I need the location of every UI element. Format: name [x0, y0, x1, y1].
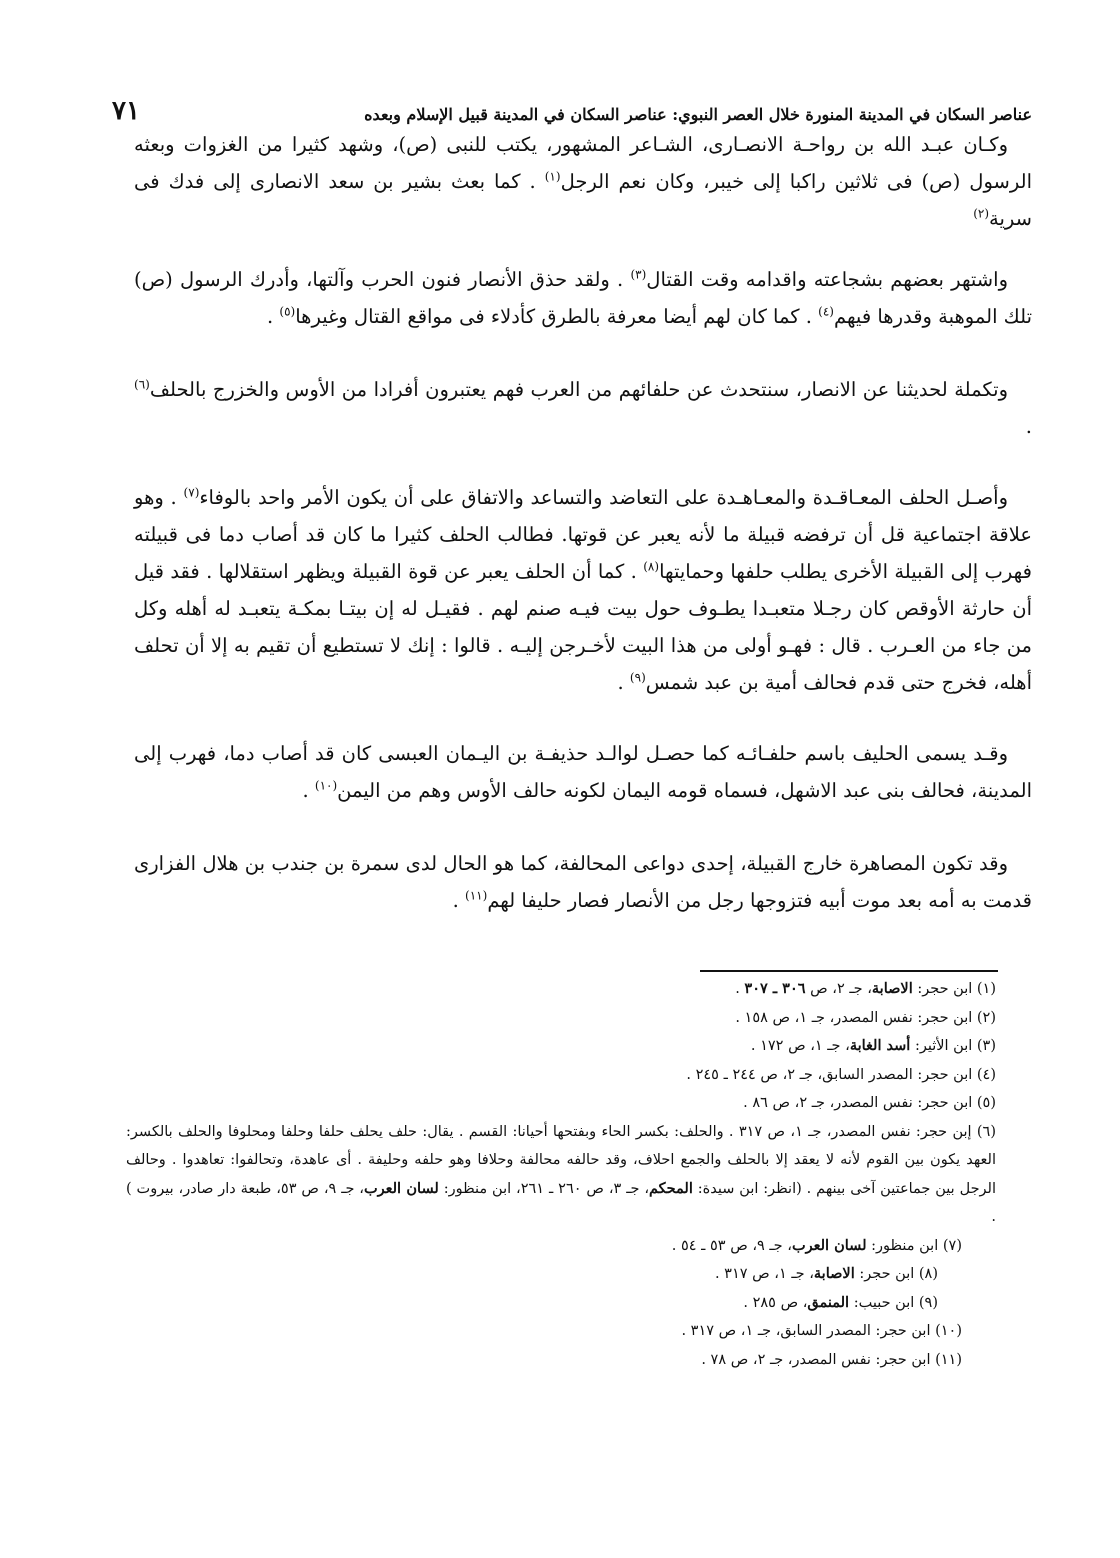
body-paragraph	[134, 371, 1032, 445]
footnote-item	[126, 1317, 996, 1346]
footnote-reference: (٤)	[818, 304, 834, 319]
text-run: .	[266, 305, 280, 328]
text-run: (٢) ابن حجر: نفس المصدر، جـ ١، ص ١٥٨ .	[735, 1009, 996, 1026]
footnote-item	[126, 1346, 996, 1375]
text-run: وقد تكون المصاهرة خارج القبيلة، إحدى دواعى المحالفة، كما هو الحال لدى سمرة بن جندب بن هلال الفزارى قدمت به أمه بعد موت أبيه فتزوجها رجل من الأنصار فصار حليفا لهم	[134, 852, 1032, 912]
page-number: ٧١	[112, 96, 140, 126]
footnote-reference: (٩)	[629, 670, 646, 685]
footnote-item	[126, 1089, 996, 1118]
text-run: واشتهر بعضهم بشجاعته واقدامه وقت القتال	[646, 268, 1008, 291]
source-title: المحكم	[649, 1179, 693, 1197]
text-run: .	[617, 671, 630, 694]
text-run: (١١) ابن حجر: نفس المصدر، جـ ٢، ص ٧٨ .	[701, 1351, 962, 1368]
text-run: ، جـ ١، ص ٣١٧ .	[714, 1266, 814, 1282]
footnote-item	[126, 1004, 996, 1033]
text-run: .	[302, 779, 315, 802]
footnote-reference: (٣)	[630, 267, 647, 282]
text-run: ، جـ ٣، ص ٢٦٠ ـ ٢٦١، ابن منظور:	[438, 1180, 650, 1197]
body-text	[134, 126, 1032, 919]
text-run: وكـان عبـد الله بن رواحـة الانصـارى، الشـاعر المشهور، يكتب للنبى (ص)، وشهد كثيرا من الغزوات وبعثه الرسول (ص) فى ثلاثين راكبا إلى خيبر، وكان نعم الرجل	[134, 133, 1033, 193]
source-title: ٣٠٦ ـ ٣٠٧	[744, 980, 806, 997]
text-run: .	[452, 889, 466, 912]
source-title: لسان العرب	[363, 1179, 439, 1197]
text-run: ، جـ ١، ص ١٧٢ .	[750, 1038, 850, 1054]
text-run: . كما كان لهم أيضا معرفة بالطرق كأدلاء فى مواقع القتال وغيرها	[295, 305, 819, 328]
body-paragraph	[134, 845, 1032, 919]
text-run: . وهو علاقة اجتماعية قل أن ترفضه قبيلة ما لأنه يعبر عن قوتها. فطالب الحلف كثيرا ما كان قد أصاب دما فى قبيلته فهرب إلى القبيلة الأخرى يطلب حلفها وحمايتها	[134, 486, 1032, 583]
footnote-divider	[700, 970, 998, 972]
text-run: (٦) إبن حجر: نفس المصدر، جـ ١، ص ٣١٧ . والحلف: بكسر الحاء وبفتحها أحيانا: القسم . يقال: حلف يحلف حلفا وحلفا ومحلوفا والحلف بالكسر: العهد يكون بين القوم لأنه لا يعقد إلا بالحلف والجمع احلاف، وقد حالفه محالفة وحلافا وهو حلفه وحليفة . أى عاهدة، وتحالفوا: تعاهدوا . وحالف الرجل بين جماعتين آخى بينهم . (انظر: ابن سيدة:	[126, 1123, 997, 1197]
footnote-item	[126, 1032, 996, 1061]
body-paragraph	[134, 126, 1032, 237]
text-run: ، جـ ٢، ص	[805, 981, 872, 997]
body-paragraph	[134, 261, 1032, 335]
source-title: الاصابة	[871, 980, 913, 997]
text-run: (٥) ابن حجر: نفس المصدر، جـ ٢، ص ٨٦ .	[743, 1095, 996, 1111]
text-run: وقـد يسمى الحليف باسم حلفـائـه كما حصـل لوالـد حذيفـة بن اليـمان العبسى كان قد أصاب دما، فهرب إلى المدينة، فحالف بنى عبد الاشهل، فسماه قومه اليمان لكونه حالف الأوس وهم من اليمن	[134, 742, 1032, 802]
source-title: لسان العرب	[791, 1236, 867, 1254]
footnote-reference: (٦)	[134, 377, 150, 392]
text-run: . ولقد حذق الأنصار فنون الحرب وآلتها، وأدرك الرسول (ص) تلك الموهبة وقدرها فيهم	[134, 268, 1032, 328]
footnote-item	[126, 975, 996, 1004]
text-run: ، جـ ٩، ص ٥٣ ـ ٥٤ .	[671, 1237, 792, 1254]
footnote-reference: (١٠)	[314, 778, 338, 793]
footnote-reference: (٢)	[973, 206, 990, 221]
text-run: .	[735, 981, 745, 997]
footnote-item	[126, 1260, 996, 1289]
source-title: أسد الغابة	[849, 1037, 911, 1054]
text-run: وتكملة لحديثنا عن الانصار، سنتحدث عن حلفائهم من العرب فهم يعتبرون أفرادا من الأوس والخزرج بالحلف	[149, 378, 1008, 401]
text-run: . كما بعث بشير بن سعد الانصارى إلى فدك فى سرية	[134, 170, 1032, 230]
footnote-item	[126, 1232, 996, 1261]
footnote-item	[126, 1118, 996, 1232]
text-run: ، ص ٢٨٥ .	[743, 1294, 808, 1311]
footnote-item	[126, 1289, 996, 1318]
text-run: (١٠) ابن حجر: المصدر السابق، جـ ١، ص ٣١٧ .	[681, 1323, 962, 1339]
footnotes-section	[126, 975, 996, 1374]
source-title: المنمق	[807, 1293, 850, 1311]
footnote-reference: (١١)	[465, 888, 488, 903]
text-run: (٨) ابن حجر:	[854, 1266, 938, 1282]
text-run: (٣) ابن الأثير:	[910, 1038, 996, 1054]
footnote-reference: (٧)	[183, 485, 200, 500]
source-title: الاصابة	[813, 1265, 855, 1282]
text-run: .	[1025, 415, 1032, 438]
footnote-reference: (٥)	[279, 304, 296, 319]
text-run: (٧) ابن منظور:	[866, 1237, 962, 1254]
text-run: (١) ابن حجر:	[912, 981, 996, 997]
page-header	[112, 82, 1032, 126]
text-run: (٤) ابن حجر: المصدر السابق، جـ ٢، ص ٢٤٤ ـ ٢٤٥ .	[686, 1066, 996, 1083]
text-run: وأصـل الحلف المعـاقـدة والمعـاهـدة على التعاضد والتساعد والاتفاق على أن يكون الأمر واحد بالوفاء	[199, 486, 1008, 509]
body-paragraph	[134, 735, 1032, 809]
footnote-reference: (١)	[544, 169, 561, 184]
text-run: ، جـ ٩، ص ٥٣، طبعة دار صادر، بيروت ) .	[126, 1180, 996, 1225]
running-title: عناصر السكان في المدينة المنورة خلال العصر النبوي: عناصر السكان في المدينة قبيل الإسلام وبعده	[364, 105, 1032, 124]
footnote-reference: (٨)	[643, 559, 660, 574]
text-run: . كما أن الحلف يعبر عن قوة القبيلة ويظهر استقلالها . فقد قيل أن حارثة الأوقص كان رجـلا متعبـدا يطـوف حول بيت فيـه صنم لهم . فقيـل له إن بيتـا بمكـة يتعبـد له أهله وكل من جاء من العـرب . قال : فهـو أولى من هذا البيت لأخـرجن إليـه . قالوا : إنك لا تستطيع أن تقيم به إلا أن تحلف أهله، فخرج حتى قدم فحالف أمية بن عبد شمس	[134, 560, 1032, 694]
footnote-item	[126, 1061, 996, 1090]
body-paragraph	[134, 479, 1032, 701]
text-run: (٩) ابن حبيب:	[849, 1294, 938, 1311]
